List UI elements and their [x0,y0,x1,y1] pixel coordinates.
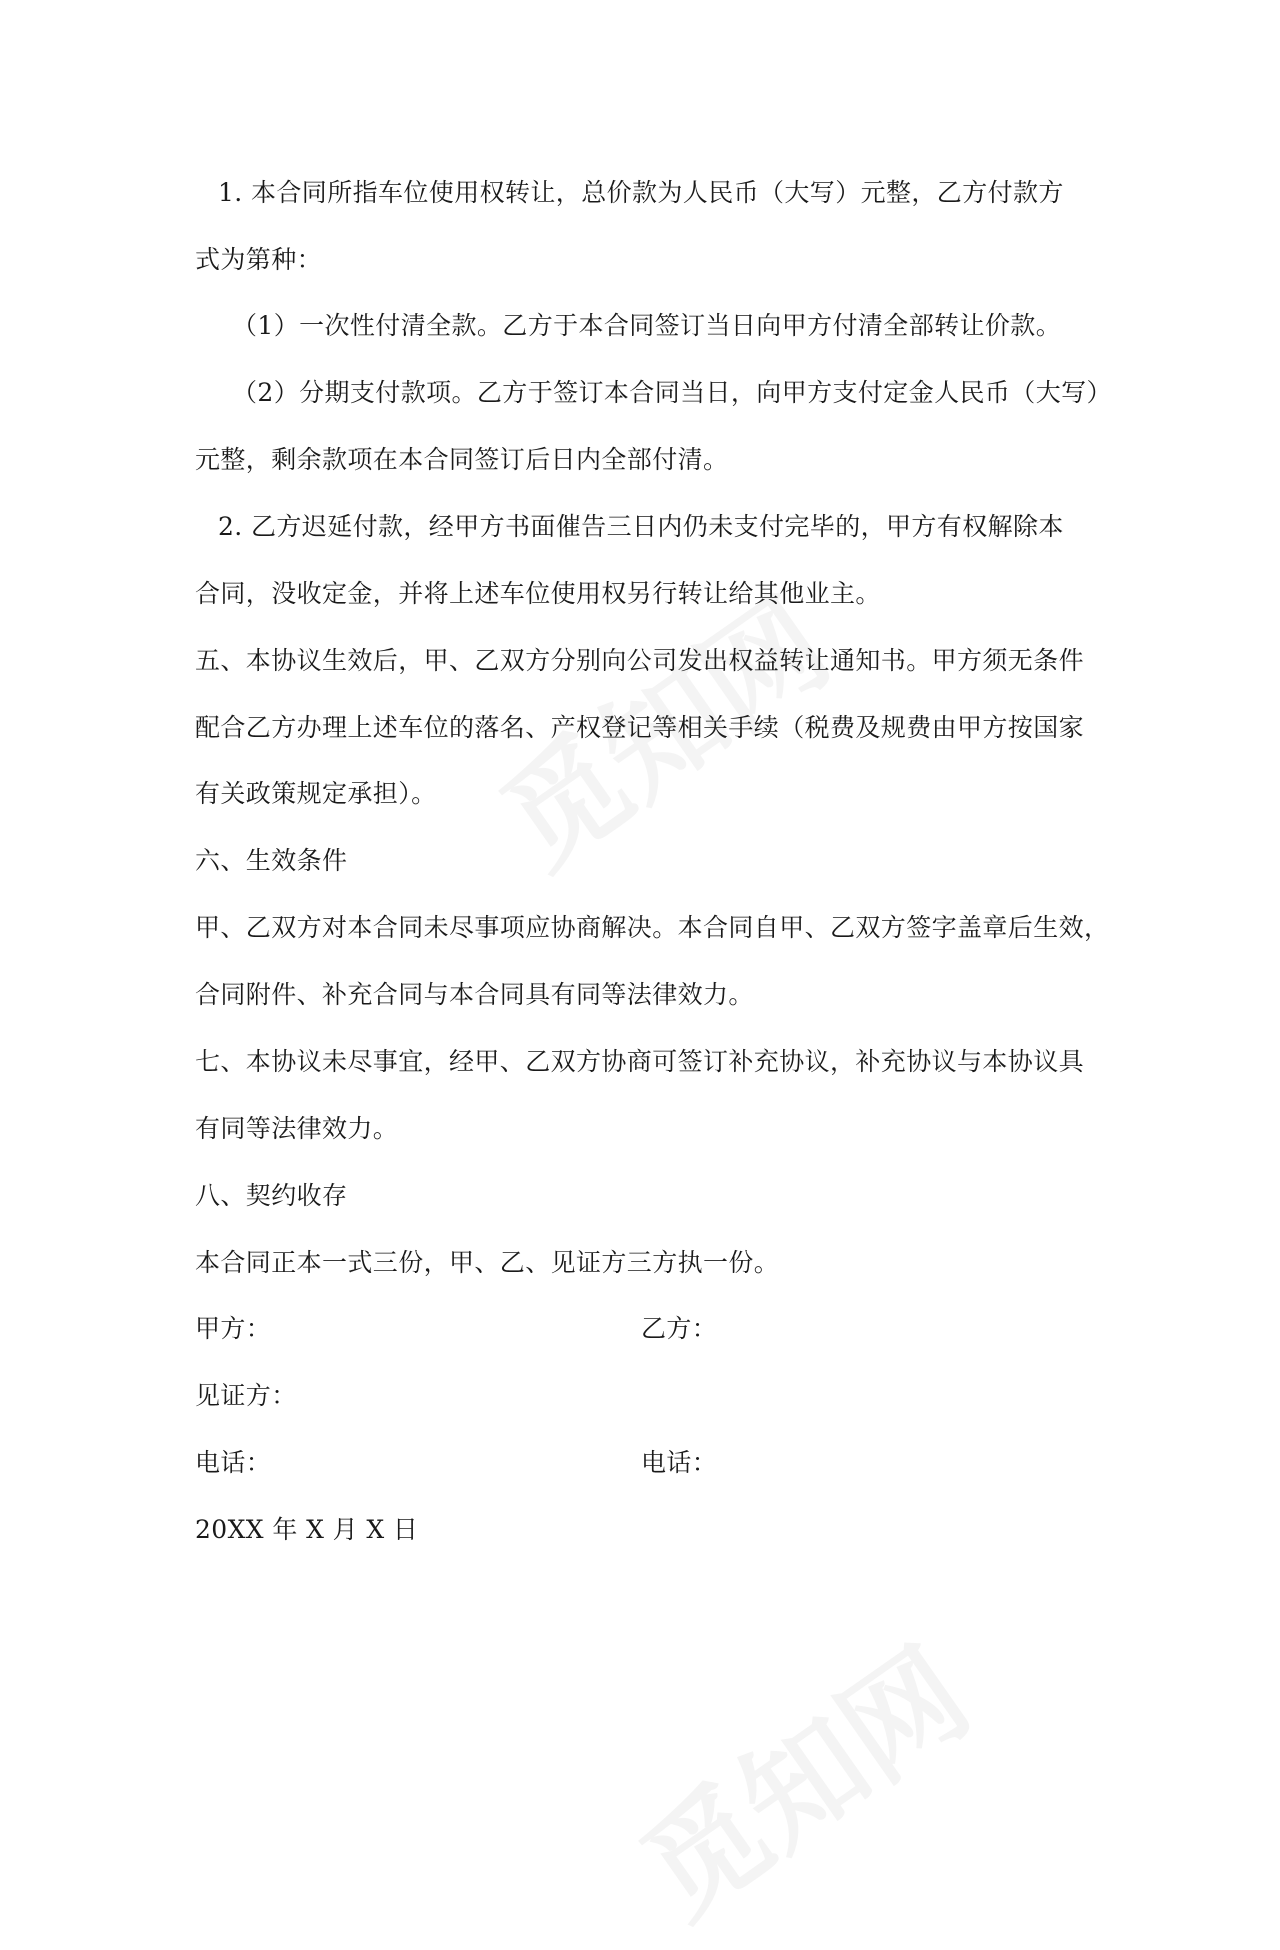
section-8-heading: 八、契约收存 [195,1181,348,1210]
clause-4-1-line-1: 1. 本合同所指车位使用权转让，总价款为人民币（大写）元整，乙方付款方 [218,178,1064,207]
date-line: 20XX 年 X 月 X 日 [195,1515,419,1544]
clause-4-1-line-2: 式为第种： [195,245,323,274]
option-2-line-2: 元整，剩余款项在本合同签订后日内全部付清。 [195,445,729,474]
section-6-line-2: 合同附件、补充合同与本合同具有同等法律效力。 [195,980,754,1009]
section-6-heading: 六、生效条件 [195,846,348,875]
party-b-label: 乙方： [641,1314,718,1343]
clause-7-line-2: 有同等法律效力。 [195,1114,399,1143]
clause-7-line-1: 七、本协议未尽事宜，经甲、乙双方协商可签订补充协议，补充协议与本协议具 [195,1047,1085,1076]
witness-label: 见证方： [195,1381,297,1410]
clause-5-line-1: 五、本协议生效后，甲、乙双方分别向公司发出权益转让通知书。甲方须无条件 [195,646,1085,675]
watermark [603,1602,997,1949]
clause-5-line-2: 配合乙方办理上述车位的落名、产权登记等相关手续（税费及规费由甲方按国家 [195,713,1085,742]
option-1-line: （1）一次性付清全款。乙方于本合同签订当日向甲方付清全部转让价款。 [232,311,1062,340]
clause-4-2-line-1: 2. 乙方迟延付款，经甲方书面催告三日内仍未支付完毕的，甲方有权解除本 [218,512,1064,541]
section-8-line: 本合同正本一式三份，甲、乙、见证方三方执一份。 [195,1248,780,1277]
option-2-line-1: （2）分期支付款项。乙方于签订本合同当日，向甲方支付定金人民币（大写） [232,378,1112,407]
section-6-line-1: 甲、乙双方对本合同未尽事项应协商解决。本合同自甲、乙双方签字盖章后生效， [195,913,1110,942]
phone-a-label: 电话： [195,1448,272,1477]
clause-5-line-3: 有关政策规定承担）。 [195,779,437,808]
clause-4-2-line-2: 合同，没收定金，并将上述车位使用权另行转让给其他业主。 [195,579,881,608]
party-a-label: 甲方： [195,1314,272,1343]
phone-b-label: 电话： [641,1448,718,1477]
